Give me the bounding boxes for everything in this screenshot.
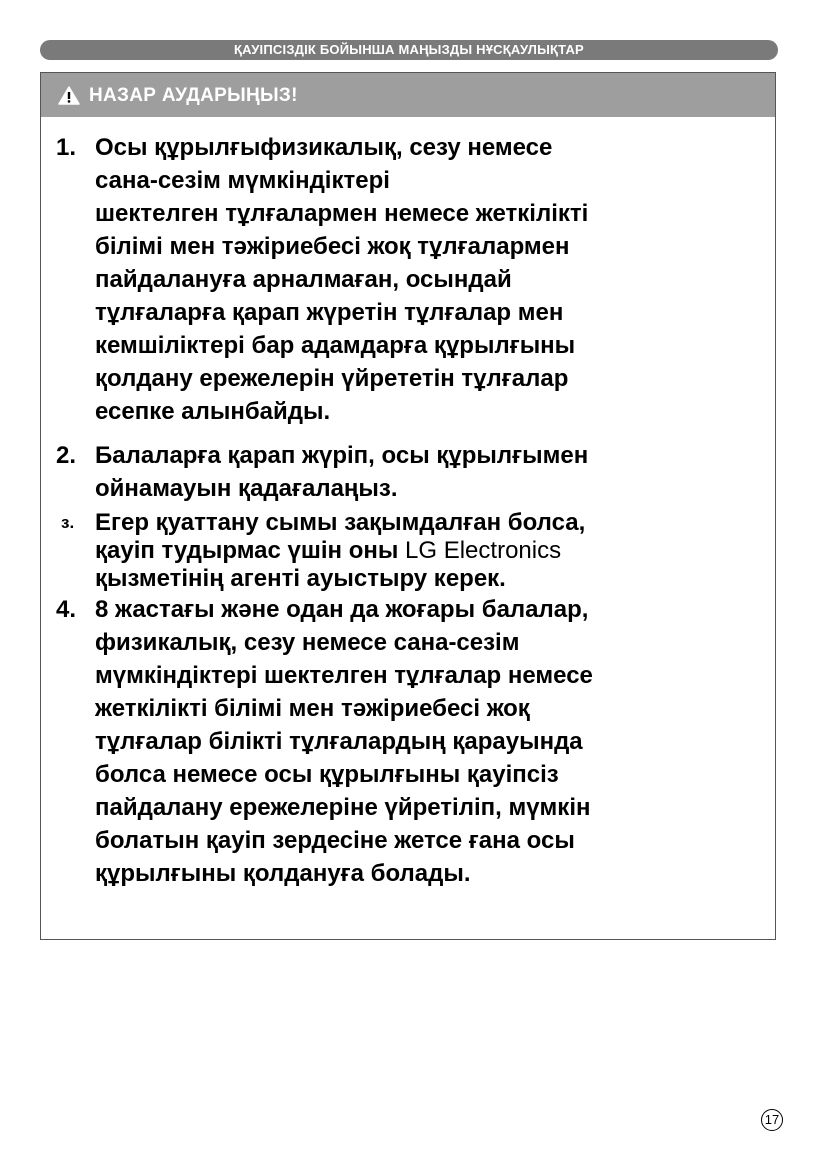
item-number: 4. — [56, 596, 77, 623]
page-number: 17 — [761, 1109, 783, 1131]
item-text: 8 жастағы және одан да жоғары балалар, физикалық, сезу немесе сана-сезім мүмкіндіктері шектелген тұлғалар немесе жеткілікті білімі мен тәжіриебесі жоқ тұлғалар білікті тұлғалардың қарауында болса немесе осы құрылғыны қауіпсіз пайдалану ережелеріне үйретіліп, мүмкін болатын қауіп зердесіне жетсе ғана осы құрылғыны қолдануға болады. — [95, 596, 593, 887]
item-text — [95, 509, 765, 593]
section-header: ҚАУІПСІЗДІК БОЙЫНША МАҢЫЗДЫ НҰСҚАУЛЫҚТАР — [40, 40, 778, 60]
item-text-part: Егер қуаттану сымы зақымдалған болса, қауіп тудырмас үшін оны — [95, 509, 586, 564]
item-text: Осы құрылғыфизикалық, сезу немесе сана-сезім мүмкіндіктері шектелген тұлғалармен немесе жеткілікті білімі мен тәжіриебесі жоқ тұлғалармен пайдалануға арналмаған, осындай тұлғаларға қарап жүретін тұлғалар мен кемшіліктері бар адамдарға құрылғыны қолдану ережелерін үйрететін тұлғалар есепке алынбайды. — [95, 134, 589, 425]
warning-box — [40, 72, 776, 940]
warning-title: НАЗАР АУДАРЫҢЫЗ! — [89, 85, 298, 106]
item-number: 2. — [56, 442, 77, 469]
item-number: 1. — [56, 134, 77, 161]
item-number: з. — [61, 513, 75, 532]
warning-header — [41, 73, 775, 117]
warning-triangle-icon — [58, 86, 80, 105]
item-text-part: қызметінің агенті ауыстыру керек. — [95, 565, 506, 592]
brand-name: LG Electronics — [405, 537, 562, 564]
item-text: Балаларға қарап жүріп, осы құрылғымен ойнамауын қадағалаңыз. — [95, 442, 589, 502]
